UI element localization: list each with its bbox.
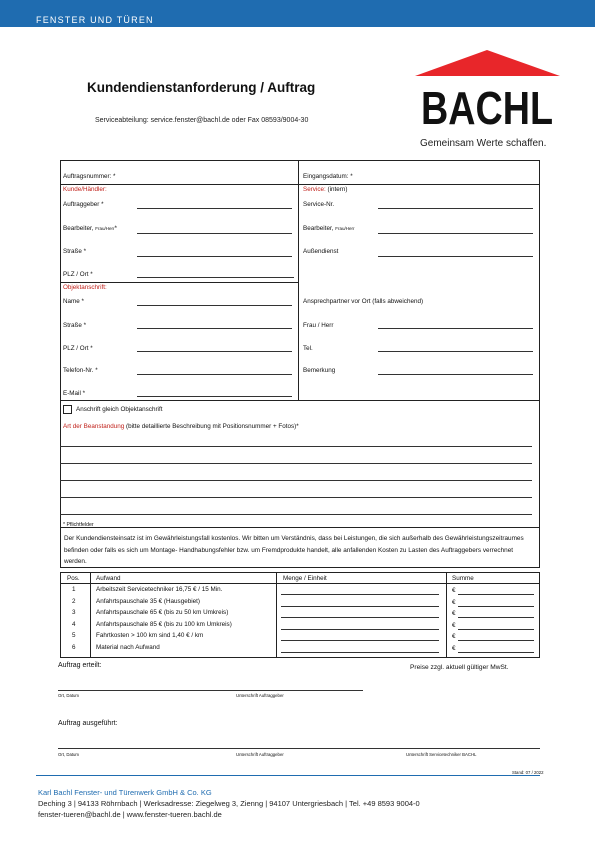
same-address-label: Anschrift gleich Objektanschrift — [76, 406, 163, 413]
cost-row-quantity-field[interactable] — [281, 652, 439, 653]
bachl-logo — [415, 50, 560, 134]
cost-row-sum-field[interactable] — [458, 606, 534, 607]
order-number-label: Auftragsnummer: * — [63, 173, 116, 180]
client-signature-label: Unterschrift Auftraggeber — [236, 693, 284, 698]
dealer-street-field[interactable] — [137, 256, 292, 257]
contact-tel-field[interactable] — [378, 351, 533, 352]
client-field[interactable] — [137, 208, 292, 209]
cost-row-sum-field[interactable] — [458, 629, 534, 630]
contact-person-field[interactable] — [378, 328, 533, 329]
cost-row-sum-field[interactable] — [458, 652, 534, 653]
complaint-line[interactable] — [60, 480, 532, 481]
order-placed-label: Auftrag erteilt: — [58, 662, 102, 669]
complaint-line[interactable] — [60, 497, 532, 498]
cost-row-expense: Material nach Aufwand — [96, 644, 160, 651]
version-label: Stand: 07 / 2022 — [512, 770, 544, 775]
cost-row-pos: 5 — [72, 632, 76, 640]
vat-note: Preise zzgl. aktuell gültiger MwSt. — [410, 664, 509, 671]
object-phone-label: Telefon-Nr. * — [63, 367, 98, 374]
dealer-zip-city-field[interactable] — [137, 277, 294, 278]
cost-row-pos: 6 — [72, 644, 76, 651]
cost-row-pos: 3 — [72, 609, 76, 617]
main-form-frame — [60, 160, 540, 568]
cost-row-currency: € — [452, 621, 456, 629]
cost-row-sum-field[interactable] — [458, 594, 534, 595]
cost-row-quantity-field[interactable] — [281, 617, 439, 618]
required-fields-note: * Pflichtfelder — [63, 522, 94, 528]
logo-text: BACHL — [421, 82, 553, 134]
cost-table-divider — [276, 572, 277, 658]
object-heading: Objektanschrift: — [63, 284, 107, 291]
service-number-label: Service-Nr. — [303, 201, 335, 208]
dealer-heading: Kunde/Händler: — [63, 186, 107, 193]
slogan: Gemeinsam Werte schaffen. — [420, 138, 547, 149]
disclaimer-text: Der Kundendiensteinsatz ist im Gewährleistungsfall kostenlos. Wir bitten um Verständnis, dass bei Leistungen, die sich außerhalb des Gewährleistungszeitraumes befinden oder falls es sich um Montage- Handhabungsfehler bzw. um Fremdprodukte handelt, alle anfallenden Kosten zu Lasten des Auftraggebers verrechnet werden. — [64, 535, 524, 565]
cost-row-expense: Arbeitszeit Servicetechniker 16,75 € / 15 Min. — [96, 586, 223, 593]
row-divider — [60, 184, 540, 185]
quantity-header: Menge / Einheit — [283, 575, 327, 582]
order-placed-signature-line[interactable] — [58, 690, 363, 691]
cost-row-sum-field[interactable] — [458, 617, 534, 618]
order-done-label: Auftrag ausgeführt: — [58, 720, 118, 727]
cost-row-expense: Anfahrtspauschale 85 € (bis zu 100 km Umkreis) — [96, 620, 232, 628]
service-clerk-label: Bearbeiter, Frau/Herr — [303, 225, 355, 232]
object-street-label: Straße * — [63, 322, 87, 329]
header-bar — [0, 0, 595, 27]
column-divider — [298, 160, 299, 400]
complaint-line[interactable] — [60, 463, 532, 464]
field-service-field[interactable] — [378, 256, 533, 257]
service-clerk-field[interactable] — [378, 233, 533, 234]
cost-table-divider — [90, 572, 91, 658]
cost-row-quantity-field[interactable] — [281, 606, 439, 607]
field-service-label: Außendienst — [303, 248, 339, 255]
dealer-zip-city-label: PLZ / Ort * — [63, 271, 93, 278]
cost-row-quantity-field[interactable] — [281, 594, 439, 595]
place-date-label: Ort, Datum — [58, 693, 80, 698]
cost-row-currency: € — [452, 598, 456, 606]
cost-row-expense: Fahrtkosten > 100 km sind 1,40 € / km — [96, 632, 204, 640]
cost-table-header-divider — [60, 583, 540, 584]
footer-company: Karl Bachl Fenster- und Türenwerk GmbH & Co. KG — [38, 788, 212, 797]
pos-header: Pos. — [67, 575, 80, 582]
row-divider — [60, 527, 540, 528]
complaint-line[interactable] — [60, 514, 532, 515]
object-street-field[interactable] — [137, 328, 292, 329]
complaint-line[interactable] — [60, 446, 532, 447]
object-email-label: E-Mail * — [63, 390, 86, 397]
cost-row-pos: 1 — [72, 586, 76, 593]
service-contact-line: Serviceabteilung: service.fenster@bachl.de oder Fax 08593/9004-30 — [95, 117, 309, 124]
sum-header: Summe — [452, 575, 474, 582]
cost-row-pos: 4 — [72, 620, 76, 628]
service-heading: Service: (intern) — [303, 186, 348, 193]
remark-label: Bemerkung — [303, 367, 336, 374]
client-signature-label: Unterschrift Auftraggeber — [236, 752, 284, 757]
footer-address: Deching 3 | 94133 Röhrnbach | Werksadresse: Ziegelweg 3, Zienng | 94107 Untergriesbach | Tel. +49 8593 9004-0 — [38, 799, 420, 808]
cost-row-currency: € — [452, 610, 456, 618]
remark-field[interactable] — [378, 374, 533, 375]
object-zip-city-field[interactable] — [137, 351, 292, 352]
expense-header: Aufwand — [96, 575, 121, 582]
object-name-field[interactable] — [137, 305, 292, 306]
service-number-field[interactable] — [378, 208, 533, 209]
object-zip-city-label: PLZ / Ort * — [63, 345, 93, 352]
header-bar-text: FENSTER UND TÜREN — [36, 15, 154, 25]
dealer-clerk-label: Bearbeiter, Frau/Herr* — [63, 225, 117, 232]
dealer-street-label: Straße * — [63, 248, 87, 255]
cost-row-quantity-field[interactable] — [281, 640, 439, 641]
row-divider — [60, 282, 298, 283]
place-date-label: Ort, Datum — [58, 752, 80, 757]
contact-person-label: Ansprechpartner vor Ort (falls abweichend) — [303, 298, 424, 305]
dealer-clerk-field[interactable] — [137, 233, 292, 234]
cost-row-currency: € — [452, 587, 456, 594]
cost-row-sum-field[interactable] — [458, 640, 534, 641]
footer-rule — [36, 775, 540, 776]
cost-row-expense: Anfahrtspauschale 35 € (Hausgebiet) — [96, 597, 200, 605]
order-done-signature-line[interactable] — [58, 748, 540, 749]
mrs-mr-label: Frau / Herr — [303, 322, 334, 329]
page-title: Kundendienstanforderung / Auftrag — [87, 80, 316, 95]
cost-row-expense: Anfahrtspauschale 65 € (bis zu 50 km Umkreis) — [96, 609, 229, 617]
contact-tel-label: Tel. — [303, 345, 313, 352]
cost-table-divider — [446, 572, 447, 658]
object-email-field[interactable] — [137, 396, 292, 397]
row-divider — [60, 400, 540, 401]
object-phone-field[interactable] — [137, 374, 292, 375]
footer-contact: fenster-tueren@bachl.de | www.fenster-tueren.bachl.de — [38, 810, 222, 819]
cost-row-quantity-field[interactable] — [281, 629, 439, 630]
object-name-label: Name * — [63, 298, 84, 305]
client-label: Auftraggeber * — [63, 201, 104, 208]
technician-signature-label: Unterschrift Servicetechniker BACHL — [406, 752, 477, 757]
same-address-checkbox[interactable] — [63, 405, 72, 414]
cost-row-pos: 2 — [72, 597, 76, 605]
cost-row-currency: € — [452, 645, 456, 652]
entry-date-label: Eingangsdatum: * — [303, 173, 353, 180]
complaint-heading: Art der Beanstandung (bitte detaillierte Beschreibung mit Positionsnummer + Fotos)* — [63, 423, 299, 430]
cost-row-currency: € — [452, 633, 456, 641]
